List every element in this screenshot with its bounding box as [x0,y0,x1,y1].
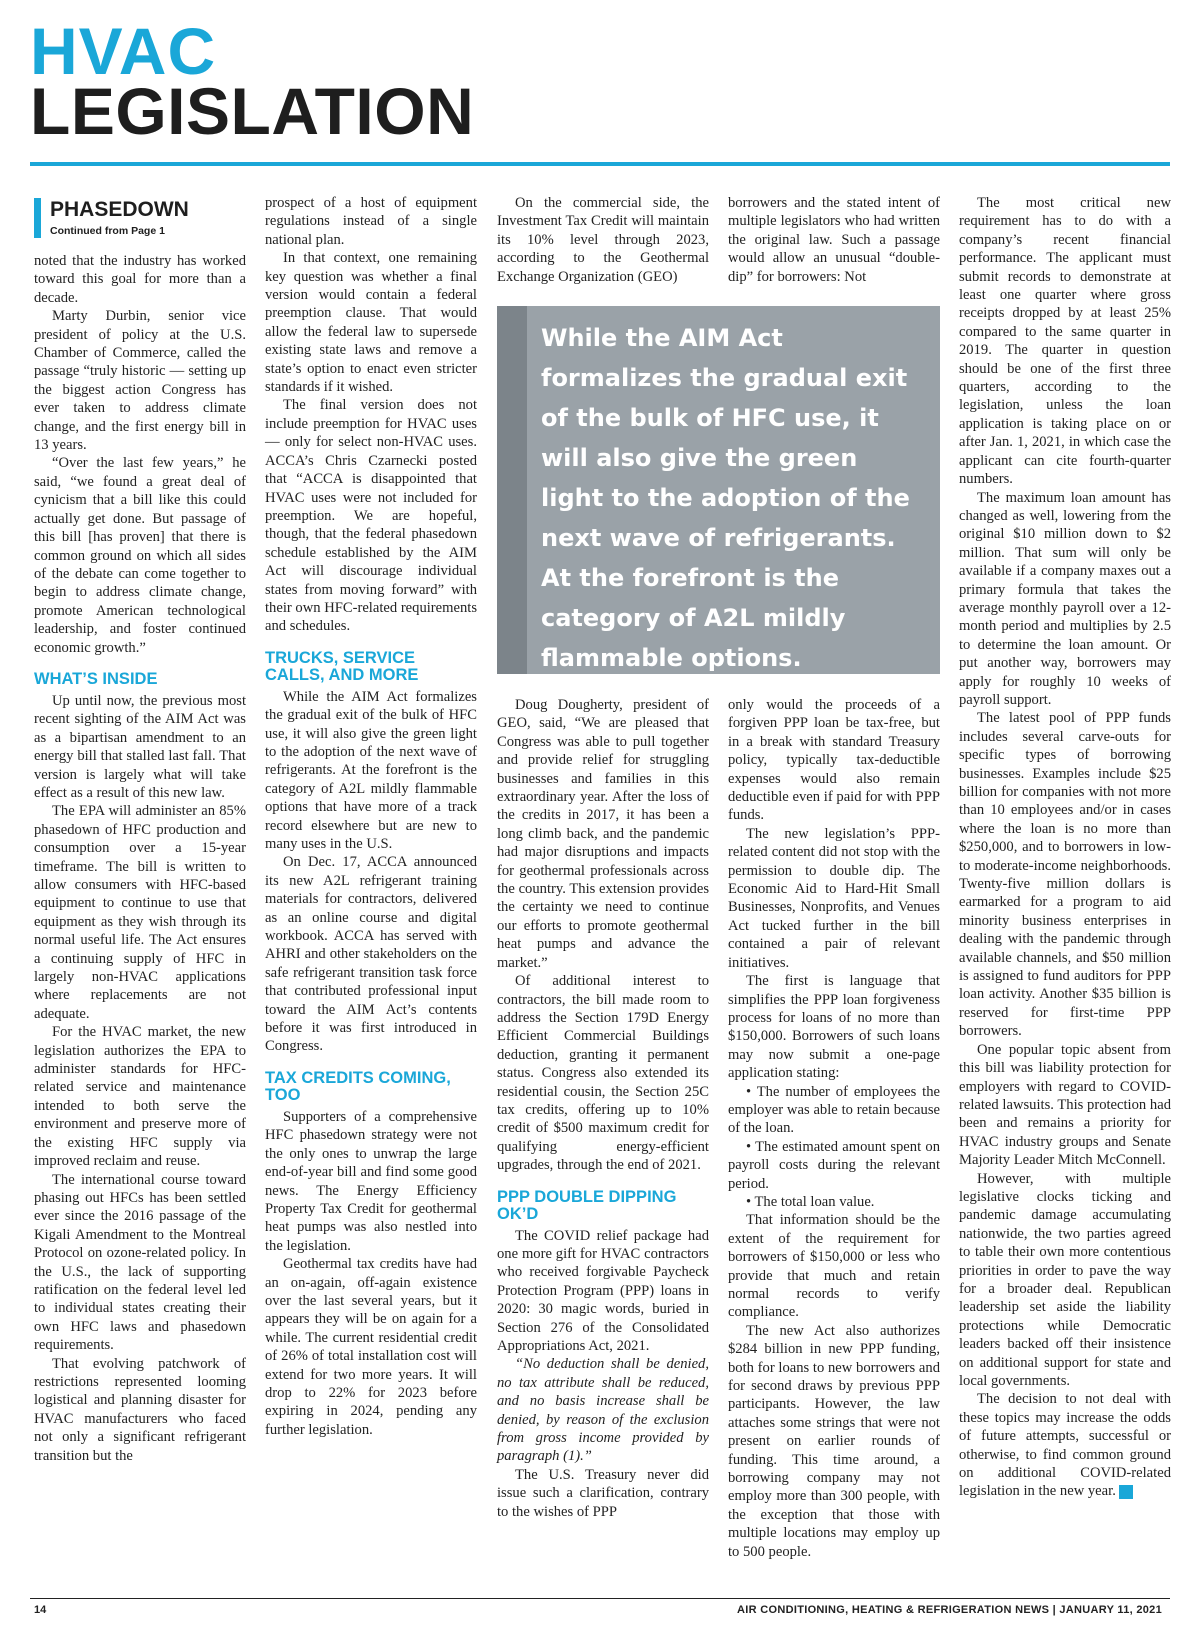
column-3-bottom [497,696,709,1521]
page-number: 14 [34,1604,47,1616]
section-accent-bar [34,198,41,238]
paragraph: The new Act also authorizes $284 billion in new PPP funding, both for loans to new borrowers and for second draws by previous PPP participants. However, the law attaches some strings that were not present on earlier rounds of funding. This time around, a borrowing company may not employ more than 300 people, with the exception that those with multiple locations may employ up to 500 people. [728,1322,940,1560]
paragraph: In that context, one remaining key question was whether a final version would contain a federal preemption clause. That would allow the federal law to supersede existing state laws and remove a state’s option to enact even stricter standards if it wished. [265,250,477,396]
column-1 [34,252,246,1465]
paragraph: The new legislation’s PPP-related content did not stop with the permission to double dip. The Economic Aid to Hard-Hit Small Businesses, Nonprofits, and Venues Act tucked further in the bill contained a pair of relevant initiatives. [728,825,940,971]
paragraph: For the HVAC market, the new legislation authorizes the EPA to administer standards for HFC-related service and maintenance intended to both serve the environment and preserve more of the existing HFC supply via improved reclaim and reuse. [34,1024,246,1170]
paragraph-text: The decision to not deal with these topics may increase the odds of future attempts, successful or otherwise, to find common ground on additional COVID-related legislation in the new year. [959,1391,1171,1500]
title-line-2: LEGISLATION [30,74,475,148]
paragraph: noted that the industry has worked toward this goal for more than a decade. [34,253,246,306]
paragraph: One popular topic absent from this bill was liability protection for employers with regard to COVID-related lawsuits. This protection had been and remains a priority for HVAC industry groups and Senate Majority Leader Mitch McConnell. [959,1041,1171,1169]
paragraph: prospect of a host of equipment regulations instead of a single national plan. [265,195,477,248]
paragraph: The EPA will administer an 85% phasedown of HFC production and consumption over a 15-year timeframe. The bill is written to allow consumers with HFC-based equipment to continue to use that equipment as they wish through its normal useful life. The Act ensures a continuing supply of HFC in largely non-HVAC applications where replacements are not adequate. [34,803,246,1022]
paragraph: borrowers and the stated intent of multiple legislators who had written the original law. Such a passage would allow an unusual “double-dip” for borrowers: Not [728,195,940,285]
paragraph: The U.S. Treasury never did issue such a clarification, contrary to the wishes of PPP [497,1466,709,1520]
paragraph: However, with multiple legislative clocks ticking and pandemic damage accumulating nationwide, the two parties agreed to table their own more contentious priorities in order to pave the way for a broader deal. Republican leadership set aside the liability protections while Democratic leaders backed off their insistence on additional support for state and local governments. [959,1170,1171,1389]
paragraph: On the commercial side, the Investment Tax Credit will maintain its 10% level through 2023, according to the Geothermal Exchange Organization (GEO) [497,195,709,285]
paragraph: Geothermal tax credits have had an on-again, off-again existence over the last several years, but it appears they will be on again for a while. The current residential credit of 26% of total installation cost will extend for two more years. It will drop to 22% for 2023 before expiring in 2024, pending any further legislation. [265,1256,477,1438]
quote-paragraph: “No deduction shall be denied, no tax attribute shall be reduced, and no basis increase shall be denied, by reason of the exclusion from gross income provided by paragraph (1).” [497,1356,709,1465]
paragraph: Of additional interest to contractors, the bill made room to address the Section 179D Energy Efficient Commercial Buildings deduction, granting it permanent status. Congress also extended its residential cousin, the Section 25C tax credits, offering up to 10% credit of $500 maximum credit for qualifying energy-efficient upgrades, through the end of 2021. [497,973,709,1174]
column-3-top [497,194,709,286]
paragraph: The COVID relief package had one more gift for HVAC contractors who received forgivable Paycheck Protection Program (PPP) loans in 2020: 30 magic words, buried in Section 276 of the Consolidated Appropriations Act, 2021. [497,1227,709,1354]
pull-quote-text: While the AIM Act formalizes the gradual exit of the bulk of HFC use, it will also give the green light to the adoption of the next wave of refrigerants. At the forefront is the category of A2L mildly flammable options. [541,324,910,672]
paragraph: only would the proceeds of a forgiven PPP loan be tax-free, but in a break with standard Treasury policy, typically tax-deductible expenses would also remain deductible even if paid for with PPP funds. [728,697,940,824]
paragraph: Supporters of a comprehensive HFC phasedown strategy were not the only ones to unwrap the large end-of-year bill and find some good news. The Energy Efficiency Property Tax Credit for geothermal heat pumps was also nestled into the legislation. [265,1108,477,1254]
paragraph: Doug Dougherty, president of GEO, said, “We are pleased that Congress was able to pull together and provide relief for struggling businesses and families in this extraordinary year. After the loss of the credits in 2017, it has been a long climb back, and the pandemic had major disruptions and impacts for geothermal professionals across the country. This extension provides the certainty we need to continue our efforts to promote geothermal heat pumps and advance the market.” [497,697,709,971]
paragraph: Marty Durbin, senior vice president of policy at the U.S. Chamber of Commerce, called the passage “truly historic — setting up the biggest action Congress has ever taken to address climate change, and the first energy bill in 13 years. [34,308,246,454]
column-5 [959,194,1171,1501]
paragraph: The latest pool of PPP funds includes several carve-outs for specific types of borrowing businesses. Examples include $25 billion for companies with not more than 10 employees and/or in cases where the loan is no more than $250,000, and to borrowers in low- to moderate-income neighborhoods. Twenty-five million dollars is earmarked for a program to aid minority business enterprises in dealing with the pandemic through available channels, and $50 million is assigned to fund auditors for PPP loan activity. Another $35 billion is reserved for first-time PPP borrowers. [959,710,1171,1040]
paragraph-last [959,1390,1171,1500]
bullet-item: • The estimated amount spent on payroll costs during the relevant period. [728,1138,940,1192]
paragraph: The first is language that simplifies the PPP loan forgiveness process for loans of no more than $150,000. Borrowers of such loans may now submit a one-page application stating: [728,973,940,1082]
column-2 [265,194,477,1439]
bullet-item: • The number of employees the employer was able to retain because of the loan. [728,1083,940,1137]
paragraph: The most critical new requirement has to do with a company’s recent financial performance. The applicant must submit records to demonstrate at least one quarter where gross receipts dropped by at least 25% compared to the same quarter in 2019. The quarter in question should be one of the first three quarters, according to the legislation, unless the loan application is taking place on or after Jan. 1, 2021, in which case the applicant can cite fourth-quarter numbers. [959,195,1171,488]
column-4-top [728,194,940,286]
publication-line: AIR CONDITIONING, HEATING & REFRIGERATION NEWS | JANUARY 11, 2021 [737,1604,1162,1616]
bullet-item: • The total loan value. [746,1193,875,1210]
paragraph: The maximum loan amount has changed as well, lowering from the original $10 million down to $2 million. That sum will only be available if a company maxes out a primary formula that takes the average monthly payroll over a 12-month period and multiplies by 2.5 to determine the loan amount. Or put another way, borrowers may apply for roughly 10 weeks of payroll support. [959,489,1171,708]
paragraph: Up until now, the previous most recent sighting of the AIM Act was as a bipartisan amendment to an energy bill that stalled last fall. That version is largely what will take effect as a result of this new law. [34,692,246,801]
pull-quote [497,306,940,674]
header-rule [30,162,1170,166]
subheading-whats-inside: WHAT’S INSIDE [34,669,158,688]
title-line-1: HVAC [30,14,217,88]
subheading-ppp: PPP DOUBLE DIPPING OK’D [497,1187,677,1223]
paragraph: That information should be the extent of the requirement for borrowers of $150,000 or less who provide that much and retain normal records to verify compliance. [728,1212,940,1321]
footer-rule [30,1598,1170,1599]
end-mark-icon: N [1119,1485,1133,1499]
subheading-tax-credits: TAX CREDITS COMING, TOO [265,1068,451,1104]
continued-note: Continued from Page 1 [50,225,165,237]
paragraph: The final version does not include preemption for HVAC uses — only for select non-HVAC uses. ACCA’s Chris Czarnecki posted that “ACCA is disappointed that HVAC uses were not included for preemption. We are hopeful, though, that the federal phasedown schedule established by the AIM Act will discourage individual states from moving forward” with their own HFC-related requirements and schedules. [265,397,477,635]
paragraph: “Over the last few years,” he said, “we found a great deal of cynicism that a bill like this could actually get done. But passage of this bill [has proven] that there is common ground on which all sides of the debate can come together to begin to address climate change, promote American technological leadership, and foster continued economic growth.” [34,455,246,656]
column-4-bottom [728,696,940,1561]
section-header [34,198,246,244]
section-title: PHASEDOWN [50,198,189,221]
subheading-trucks: TRUCKS, SERVICE CALLS, AND MORE [265,648,419,684]
paragraph: While the AIM Act formalizes the gradual exit of the bulk of HFC use, it will also give the green light to the adoption of the next wave of refrigerants. At the forefront is the category of A2L mildly flammable options that have more of a track record elsewhere but are new to many uses in the U.S. [265,688,477,852]
paragraph: The international course toward phasing out HFCs has been settled ever since the 2016 passage of the Kigali Amendment to the Montreal Protocol on ozone-related policy. In the U.S., the lack of supporting ratification on the federal level led to individual states creating their own HFC laws and phasedown requirements. [34,1171,246,1354]
paragraph: That evolving patchwork of restrictions represented looming logistical and planning disaster for HVAC manufacturers who faced not only a significant refrigerant transition but the [34,1355,246,1464]
paragraph: On Dec. 17, ACCA announced its new A2L refrigerant training materials for contractors, delivered as an online course and digital workbook. ACCA has served with AHRI and other stakeholders on the safe refrigerant transition task force that contributed professional input toward the AIM Act’s contents before it was first introduced in Congress. [265,854,477,1055]
pull-quote-bar [497,306,527,674]
